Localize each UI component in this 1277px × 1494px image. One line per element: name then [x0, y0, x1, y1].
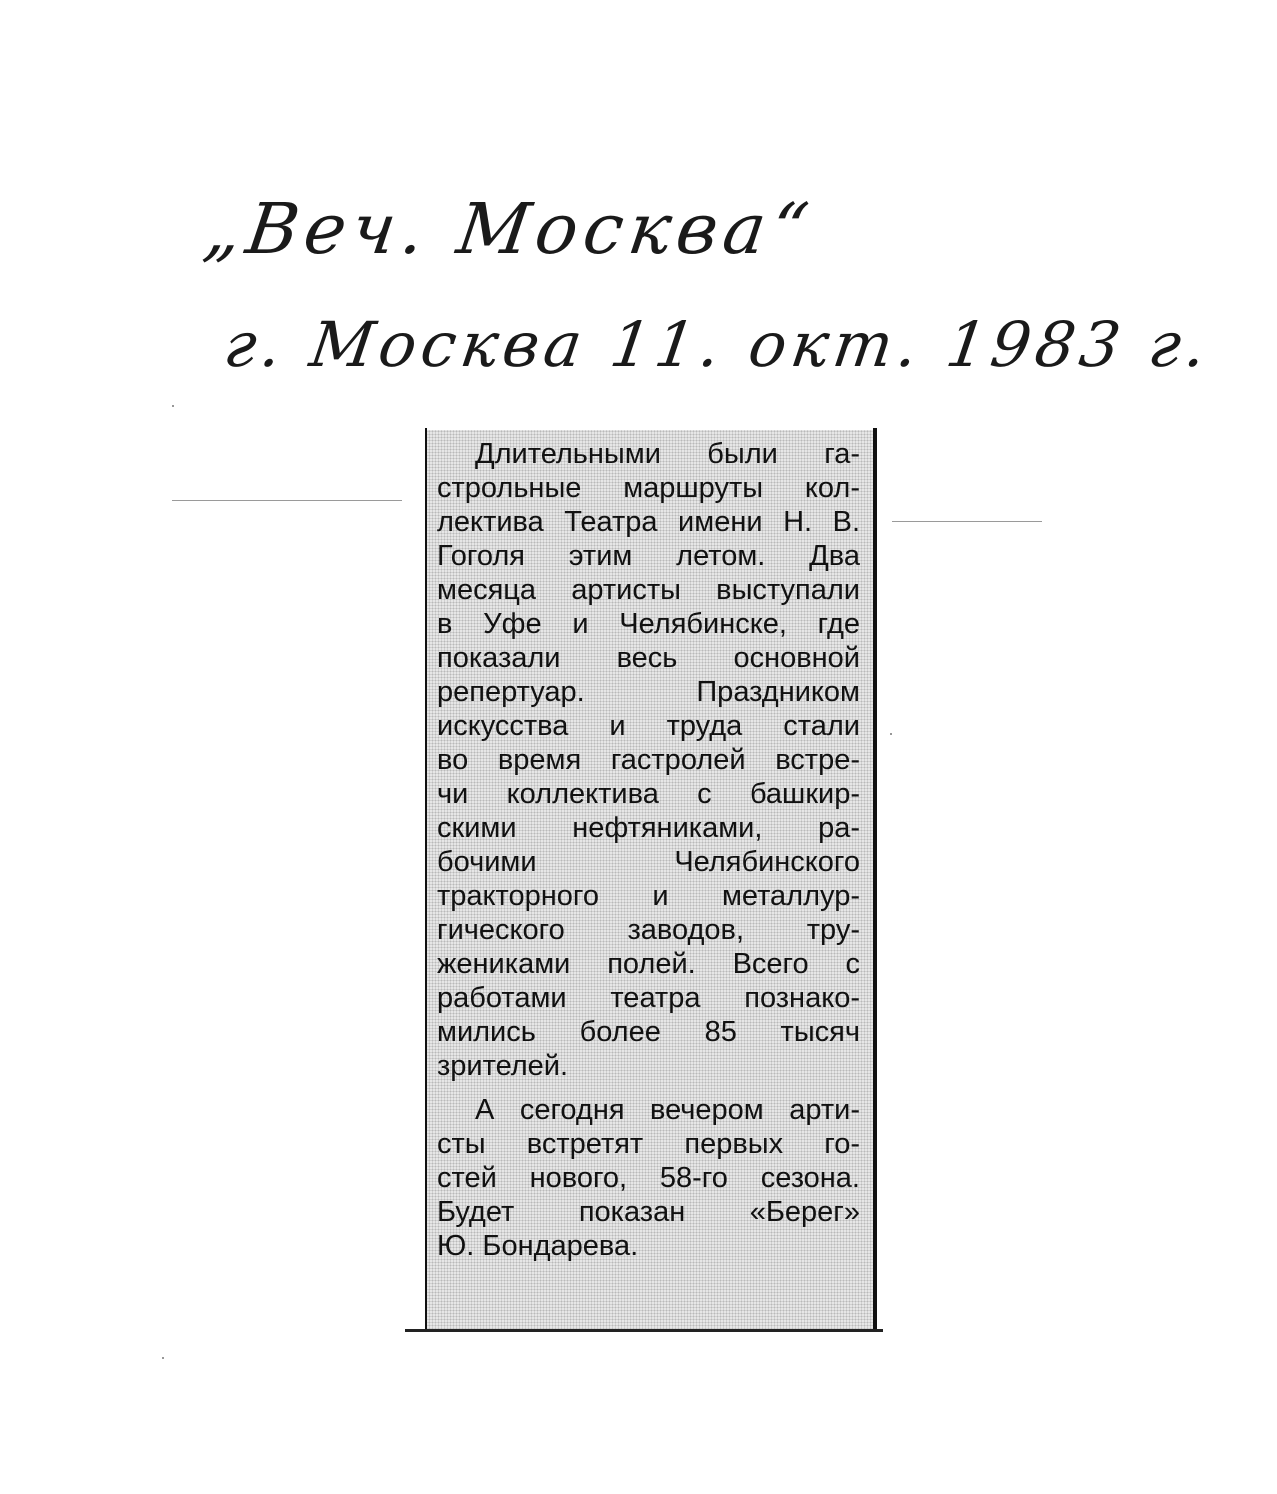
article-line: репертуар. Праздником [437, 676, 860, 708]
clipping-left-rule [425, 428, 427, 1332]
article-line: работами театра познако- [437, 982, 860, 1014]
article-line: Длительными были га- [475, 438, 860, 470]
article-line: бочими Челябинского [437, 846, 860, 878]
article-line: показали весь основной [437, 642, 860, 674]
article-line: стей нового, 58-го сезона. [437, 1162, 860, 1194]
handwritten-newspaper-name: „Веч. Москва“ [199, 188, 820, 270]
scan-mark-right [892, 521, 1042, 522]
article-paragraph-2 [437, 1093, 860, 1263]
article-line: зрителей. [437, 1050, 569, 1082]
article-line: сты встретят первых го- [437, 1128, 860, 1160]
handwritten-place-date: г. Москва 11. окт. 1983 г. [219, 308, 1216, 381]
article-line: в Уфе и Челябинске, где [437, 608, 860, 640]
article-line: жениками полей. Всего с [437, 948, 860, 980]
article-line: месяца артисты выступали [437, 574, 860, 606]
scan-speck [890, 733, 892, 735]
article-line: Будет показан «Берег» [437, 1196, 860, 1228]
scan-speck [162, 1357, 164, 1359]
scan-speck [172, 405, 174, 407]
article-line: искусства и труда стали [437, 710, 860, 742]
clipping-right-rule [873, 428, 877, 1332]
scan-mark-left [172, 500, 402, 501]
article-line: гического заводов, тру- [437, 914, 860, 946]
article-text [437, 437, 860, 1263]
article-line: во время гастролей встре- [437, 744, 860, 776]
article-line: тракторного и металлур- [437, 880, 860, 912]
article-line: чи коллектива с башкир- [437, 778, 860, 810]
article-line: Ю. Бондарева. [437, 1230, 639, 1262]
article-paragraph-1 [437, 437, 860, 1083]
article-line: лектива Театра имени Н. В. [437, 506, 860, 538]
clipping-bottom-rule [405, 1329, 883, 1332]
article-line: строльные маршруты кол- [437, 472, 860, 504]
article-line: мились более 85 тысяч [437, 1016, 860, 1048]
article-line: Гоголя этим летом. Два [437, 540, 860, 572]
article-line: А сегодня вечером арти- [475, 1094, 860, 1126]
article-line: скими нефтяниками, ра- [437, 812, 860, 844]
